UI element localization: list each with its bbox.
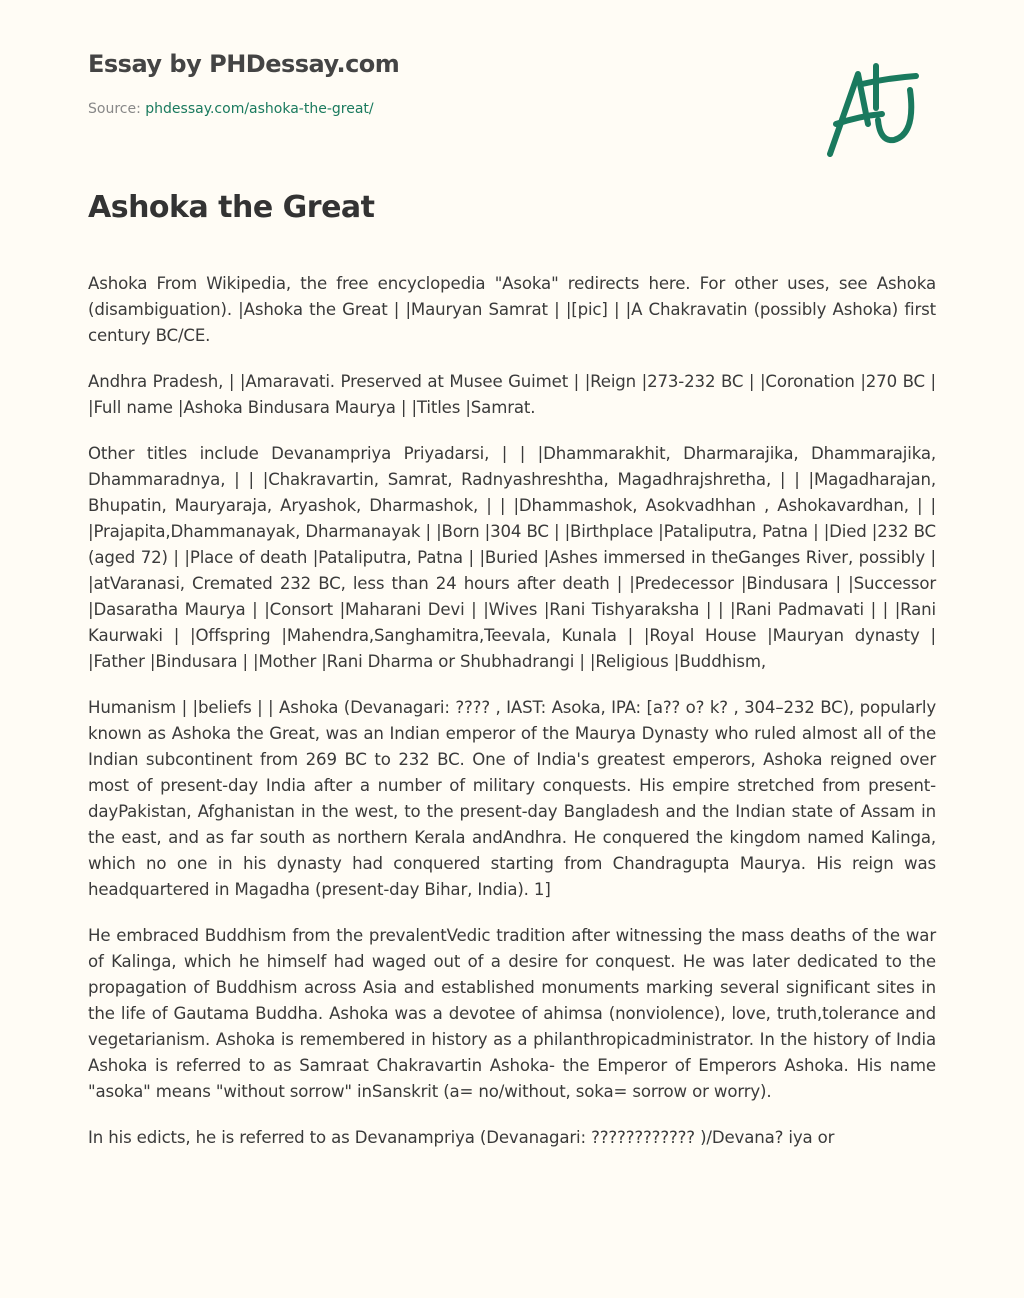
source-line: [88, 101, 374, 117]
article-title: Ashoka the Great: [88, 190, 375, 225]
paragraph: Humanism | |beliefs | | Ashoka (Devanagari: ???? , IAST: Asoka, IPA: [a?? o? k? , 304–232 BC), popularly known as Ashoka the Great, was an Indian emperor of the Maurya Dynasty who ruled almost all of the Indian subcontinent from 269 BC to 232 BC. One of India's greatest emperors, Ashoka reigned over most of present-day India after a number of military conquests. His empire stretched from present-dayPakistan, Afghanistan in the west, to the present-day Bangladesh and the Indian state of Assam in the east, and as far south as northern Kerala andAndhra. He conquered the kingdom named Kalinga, which no one in his dynasty had conquered starting from Chandragupta Maurya. His reign was headquartered in Magadha (present-day Bihar, India). 1]: [88, 698, 936, 899]
article-body: [88, 271, 936, 1171]
source-link[interactable]: phdessay.com/ashoka-the-great/: [145, 101, 374, 117]
paragraph: Ashoka From Wikipedia, the free encyclopedia "Asoka" redirects here. For other uses, see Ashoka (disambiguation). |Ashoka the Great | |Mauryan Samrat | |[pic] | |A Chakravatin (possibly Ashoka) first century BC/CE.: [88, 274, 936, 345]
a-plus-logo-icon: [820, 62, 930, 162]
source-label: Source:: [88, 101, 141, 117]
paragraph: Andhra Pradesh, | |Amaravati. Preserved at Musee Guimet | |Reign |273-232 BC | |Coronation |270 BC | |Full name |Ashoka Bindusara Maurya | |Titles |Samrat.: [88, 372, 936, 417]
paragraph: He embraced Buddhism from the prevalentVedic tradition after witnessing the mass deaths of the war of Kalinga, which he himself had waged out of a desire for conquest. He was later dedicated to the propagation of Buddhism across Asia and established monuments marking several significant sites in the life of Gautama Buddha. Ashoka was a devotee of ahimsa (nonviolence), love, truth,tolerance and vegetarianism. Ashoka is remembered in history as a philanthropicadministrator. In the history of India Ashoka is referred to as Samraat Chakravartin Ashoka- the Emperor of Emperors Ashoka. His name "asoka" means "without sorrow" inSanskrit (a= no/without, soka= sorrow or worry).: [88, 926, 936, 1101]
paragraph: Other titles include Devanampriya Priyadarsi, | | |Dhammarakhit, Dharmarajika, Dhammarajika, Dhammaradnya, | | |Chakravartin, Samrat, Radnyashreshtha, Magadhrajshretha, | | |Magadharajan, Bhupatin, Mauryaraja, Aryashok, Dharmashok, | | |Dhammashok, Asokvadhhan , Ashokavardhan, | | |Prajapita,Dhammanayak, Dharmanayak | |Born |304 BC | |Birthplace |Pataliputra, Patna | |Died |232 BC (aged 72) | |Place of death |Pataliputra, Patna | |Buried |Ashes immersed in theGanges River, possibly | |atVaranasi, Cremated 232 BC, less than 24 hours after death | |Predecessor |Bindusara | |Successor |Dasaratha Maurya | |Consort |Maharani Devi | |Wives |Rani Tishyaraksha | | |Rani Padmavati | | |Rani Kaurwaki | |Offspring |Mahendra,Sanghamitra,Teevala, Kunala | |Royal House |Mauryan dynasty | |Father |Bindusara | |Mother |Rani Dharma or Shubhadrangi | |Religious |Buddhism,: [88, 444, 936, 671]
site-title: Essay by PHDessay.com: [88, 50, 400, 78]
paragraph: In his edicts, he is referred to as Devanampriya (Devanagari: ???????????? )/Devana? iya or: [88, 1128, 835, 1147]
